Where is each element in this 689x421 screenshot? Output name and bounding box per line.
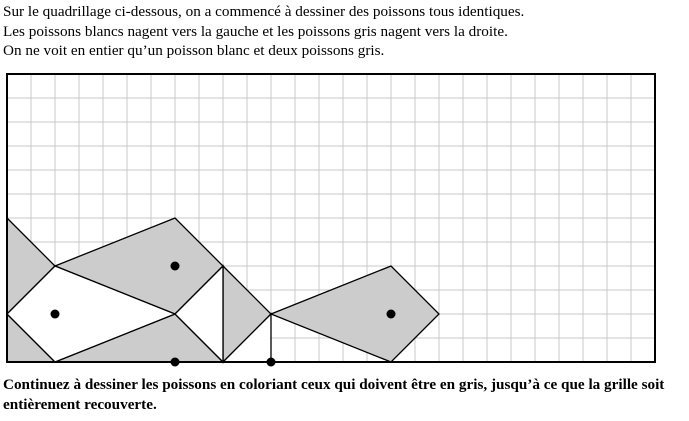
intro-line-1: Sur le quadrillage ci-dessous, on a commencé à dessiner des poissons tous identiques. (3, 3, 525, 20)
gray-fish-right (271, 266, 439, 362)
instruction-text: Continuez à dessiner les poissons en coloriant ceux qui doivent être en gris, jusqu’à ce que la grille soit entièrement recouverte. (3, 376, 665, 413)
fish-eye (171, 262, 180, 271)
intro-line-2: Les poissons blancs nagent vers la gauche et les poissons gris nagent vers la droite. (3, 22, 508, 40)
intro-line-3: On ne voit en entier qu’un poisson blanc et deux poissons gris. (3, 42, 385, 59)
fish-eye (51, 310, 60, 319)
fish-eye (387, 310, 396, 319)
